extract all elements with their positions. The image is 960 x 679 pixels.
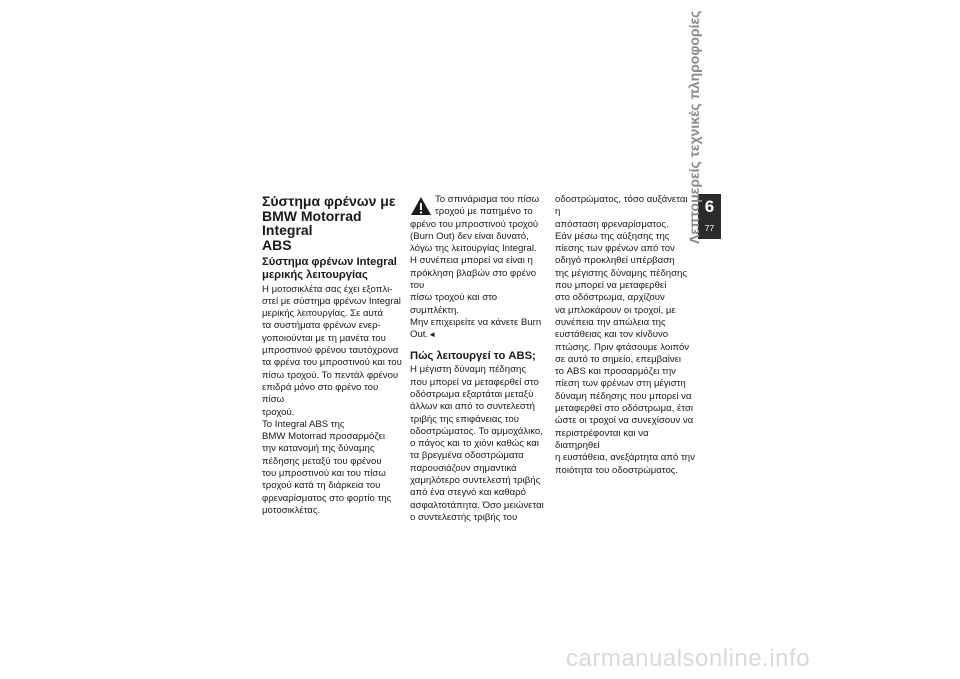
chapter-title-text: Λεπτομερείς τεχνικές πληροφορίες <box>686 10 702 244</box>
warning-text <box>410 219 546 342</box>
paragraph: Η μοτοσικλέτα σας έχει εξοπλι- στεί με σύστημα φρένων Integral μερικής λειτουργίας. Σε αυτά τα συστήματα φρένων ενερ- γοποιούνται με τη μανέτα του μπροστινού φρένου ταυτόχρονα τα φρένα του μπροστινού και του πίσω τροχού. Το πεντάλ φρένου επιδρά μόνο στο φρένο του πίσω τροχού. <box>262 283 402 418</box>
paragraph: Η μέγιστη δύναμη πέδησης που μπορεί να μεταφερθεί στο οδόστρωμα εξαρτάται μεταξύ άλλων και από το συντελεστή τριβής της επιφάνειας του οδοστρώματος. Το αμμοχάλικο, ο πάγος και το χιόνι καθώς και τα βρεγμένα οδοστρώματα παρουσιάζουν σημαντικά χαμηλότερο συντελεστή τριβής από ένα στεγνό και καθαρό ασφαλτοτάπητα. Όσο μειώνεται ο συντελεστής τριβής του <box>410 364 544 523</box>
watermark: carmanualsonline.info <box>566 645 810 672</box>
column-3 <box>555 194 695 477</box>
section-title: Σύστημα φρένων με BMW Motorrad Integral ABS <box>262 193 396 253</box>
column-1 <box>262 194 402 517</box>
paragraph: οδοστρώματος, τόσο αυξάνεται η απόσταση φρεναρίσματος. <box>555 194 688 230</box>
end-mark-icon: ◄ <box>428 330 437 340</box>
abs-heading: Πώς λειτουργεί το ABS; <box>410 349 536 362</box>
column-2 <box>410 194 546 524</box>
paragraph: Το Integral ABS της BMW Motorrad προσαρμόζει την κατανομή της δύναμης πέδησης μεταξύ του φρένου του μπροστινού και του πίσω τροχού κατά τη διάρκεια του φρεναρίσματος στο φορτίο της μοτοσικλέτας. <box>262 418 392 516</box>
page-number: 77 <box>704 223 715 233</box>
section-subtitle: Σύστημα φρένων Integral μερικής λειτουργίας <box>262 256 397 281</box>
warning-text-first: Το σπινάρισμα του πίσω τροχού με πατημένο το <box>435 194 540 218</box>
chapter-number: 6 <box>704 197 715 216</box>
warning-triangle-icon <box>410 196 432 216</box>
warning-block <box>410 194 546 342</box>
warning-text-rest: φρένο του μπροστινού τροχού (Burn Out) δεν είναι δυνατό, λόγω της λειτουργίας Integral. Η συνέπεια μπορεί να είναι η πρόκληση βλαβών στο φρένο του πίσω τροχού και στο συμπλέκτη. Μην επιχειρείτε να κάνετε Burn Out. <box>410 218 542 341</box>
paragraph: Εάν μέσω της αύξησης της πίεσης των φρένων από τον οδηγό προκληθεί υπέρβαση της μέγιστης δύναμης πέδησης που μπορεί να μεταφερθεί στο οδόστρωμα, αρχίζουν να μπλοκάρουν οι τροχοί, με συνέπεια την απώλεια της ευστάθειας και τον κίνδυνο πτώσης. Πριν φτάσουμε λοιπόν σε αυτό το σημείο, επεμβαίνει το ABS και προσαρμόζει την πίεση των φρένων στη μέγιστη δύναμη πέδησης που μπορεί να μεταφερθεί στο οδόστρωμα, έτσι ώστε οι τροχοί να συνεχίσουν να περιστρέφονται και να διατηρηθεί η ευστάθεια, ανεξάρτητα από την ποιότητα του οδοστρώματος. <box>555 230 695 476</box>
